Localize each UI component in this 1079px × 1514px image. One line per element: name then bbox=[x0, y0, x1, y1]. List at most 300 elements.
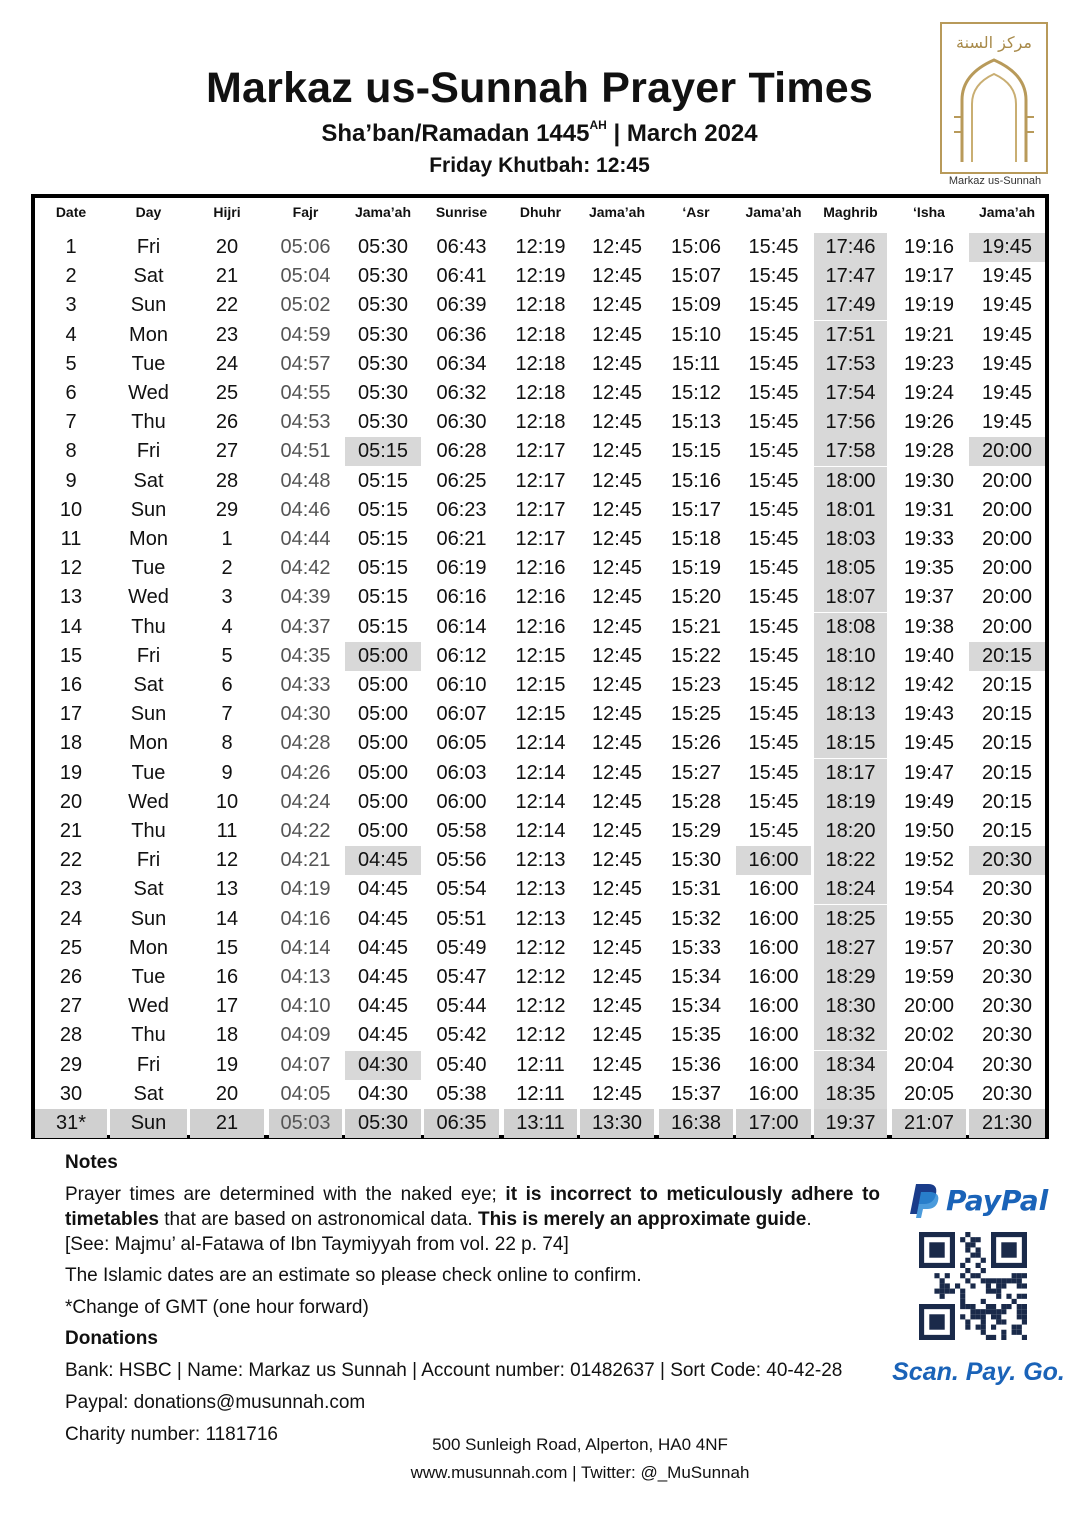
table-cell: 15 bbox=[59, 644, 83, 667]
column-header: Hijri bbox=[190, 198, 264, 227]
table-cell: 06:36 bbox=[436, 323, 487, 346]
notes-islamic-dates: The Islamic dates are an estimate so please check online to confirm. bbox=[65, 1265, 642, 1286]
table-cell: 18:25 bbox=[814, 905, 887, 934]
column-header: ‘Isha bbox=[892, 198, 966, 227]
table-cell: 18:34 bbox=[814, 1051, 887, 1080]
table-cell: 12:16 bbox=[515, 615, 566, 638]
table-cell: 15:45 bbox=[748, 615, 799, 638]
table-cell: 16:00 bbox=[748, 1024, 799, 1047]
table-cell: 20:02 bbox=[903, 1024, 955, 1047]
table-cell: 17:00 bbox=[736, 1109, 811, 1138]
table-cell: Fri bbox=[136, 849, 161, 872]
table-cell: Tue bbox=[131, 557, 166, 580]
table-cell: 20:00 bbox=[981, 528, 1033, 550]
column-header: Jama’ah bbox=[345, 198, 421, 227]
table-cell: 12:12 bbox=[515, 995, 566, 1018]
table-cell: 19:52 bbox=[903, 849, 955, 872]
table-cell: 12:45 bbox=[591, 352, 643, 375]
table-cell: 06:23 bbox=[436, 498, 487, 521]
table-cell: 24 bbox=[59, 907, 83, 930]
table-cell: 18:15 bbox=[814, 729, 887, 758]
table-cell: 12 bbox=[215, 849, 239, 872]
footer bbox=[330, 1431, 830, 1487]
paypal-brand: PayPal bbox=[946, 1184, 1049, 1217]
subtitle-month: Sha’ban/Ramadan 1445 bbox=[321, 120, 590, 147]
table-cell: 04:07 bbox=[280, 1053, 331, 1076]
table-cell: 19:49 bbox=[903, 790, 955, 813]
table-cell: 19:42 bbox=[903, 674, 955, 696]
table-cell: 9 bbox=[221, 761, 233, 784]
table-cell: 12:14 bbox=[515, 732, 566, 755]
table-cell: 19:31 bbox=[903, 498, 955, 521]
table-cell: 12:18 bbox=[515, 382, 566, 404]
table-cell: 15:10 bbox=[670, 323, 722, 346]
table-cell: 12:17 bbox=[515, 469, 566, 492]
column-header: Maghrib bbox=[814, 198, 887, 227]
table-cell: 12:17 bbox=[515, 528, 566, 550]
column-header: Date bbox=[35, 198, 107, 227]
table-cell: 04:53 bbox=[280, 411, 331, 434]
table-cell: 18:05 bbox=[814, 554, 887, 583]
subtitle-date: | March 2024 bbox=[606, 120, 758, 147]
table-cell: 05:06 bbox=[280, 236, 331, 258]
table-cell: 6 bbox=[221, 674, 233, 696]
table-cell: 05:30 bbox=[357, 323, 409, 346]
table-cell: 27 bbox=[59, 995, 83, 1018]
table-cell: 19:45 bbox=[969, 233, 1045, 262]
table-cell: 06:25 bbox=[436, 469, 487, 492]
notes-text: that are based on astronomical data. bbox=[158, 1209, 478, 1230]
table-cell: 05:58 bbox=[436, 820, 487, 842]
table-cell: Sun bbox=[130, 907, 167, 930]
table-cell: 12:18 bbox=[515, 352, 566, 375]
table-cell: 12:45 bbox=[591, 936, 643, 959]
table-cell: 06:19 bbox=[436, 557, 487, 580]
table-cell: 12:14 bbox=[515, 790, 566, 813]
table-cell: 04:30 bbox=[357, 1082, 409, 1105]
table-cell: 19:35 bbox=[903, 557, 955, 580]
table-cell: 15:34 bbox=[670, 995, 722, 1018]
table-cell: 16 bbox=[215, 966, 239, 988]
table-cell: 18:22 bbox=[814, 846, 887, 875]
table-cell: 05:51 bbox=[436, 907, 487, 930]
table-cell: 12:45 bbox=[591, 849, 643, 872]
table-cell: 12:17 bbox=[515, 498, 566, 521]
table-cell: Sat bbox=[133, 469, 164, 492]
table-cell: 05:15 bbox=[357, 586, 409, 609]
table-cell: 19:23 bbox=[903, 352, 955, 375]
table-cell: 05:30 bbox=[357, 294, 409, 317]
table-cell: 05:02 bbox=[280, 294, 331, 317]
table-cell: 15:28 bbox=[670, 790, 722, 813]
table-cell: 05:00 bbox=[357, 703, 409, 726]
table-column bbox=[345, 231, 421, 1135]
table-cell: 05:15 bbox=[357, 557, 409, 580]
table-cell: 15:45 bbox=[748, 674, 799, 696]
table-cell: 21 bbox=[59, 820, 83, 842]
table-cell: Wed bbox=[128, 586, 169, 609]
table-cell: 13 bbox=[59, 586, 83, 609]
table-cell: 12:15 bbox=[515, 703, 566, 726]
notes-gmt-change: *Change of GMT (one hour forward) bbox=[65, 1297, 369, 1318]
table-cell: 04:33 bbox=[280, 674, 331, 696]
table-cell: 15:33 bbox=[670, 936, 722, 959]
table-cell: 20:30 bbox=[981, 878, 1033, 901]
table-column bbox=[35, 231, 107, 1135]
table-cell: 19:45 bbox=[981, 294, 1033, 317]
table-cell: 28 bbox=[59, 1024, 83, 1047]
table-cell: Mon bbox=[129, 936, 168, 959]
table-cell: 06:35 bbox=[424, 1109, 499, 1138]
table-cell: 22 bbox=[59, 849, 83, 872]
table-cell: 15 bbox=[215, 936, 239, 959]
table-cell: 12:14 bbox=[515, 820, 566, 842]
table-cell: 12:13 bbox=[515, 907, 566, 930]
table-cell: Mon bbox=[129, 732, 168, 755]
table-cell: 06:00 bbox=[436, 790, 487, 813]
table-cell: Fri bbox=[136, 440, 161, 463]
table-cell: 20:04 bbox=[903, 1053, 955, 1076]
table-cell: 05:15 bbox=[357, 615, 409, 638]
table-cell: 19:45 bbox=[981, 323, 1033, 346]
table-cell: 04:45 bbox=[345, 846, 421, 875]
table-cell: 7 bbox=[221, 703, 233, 726]
table-cell: 12:12 bbox=[515, 966, 566, 988]
table-cell: 17:54 bbox=[814, 379, 887, 408]
table-cell: 25 bbox=[215, 382, 239, 404]
table-cell: 16:00 bbox=[748, 1082, 799, 1105]
table-cell: 06:21 bbox=[436, 528, 487, 550]
table-cell: Wed bbox=[128, 382, 169, 404]
table-cell: 04:16 bbox=[280, 907, 331, 930]
logo-arabic-text: مركز السنة bbox=[956, 33, 1032, 52]
table-cell: 27 bbox=[215, 440, 239, 463]
table-cell: 19:21 bbox=[903, 323, 955, 346]
table-cell: Mon bbox=[129, 323, 168, 346]
table-cell: 2 bbox=[65, 265, 77, 288]
table-cell: 12:13 bbox=[515, 878, 566, 901]
table-column bbox=[580, 231, 654, 1135]
table-cell: 12:45 bbox=[591, 557, 643, 580]
table-cell: 04:39 bbox=[280, 586, 331, 609]
table-cell: 20 bbox=[59, 790, 83, 813]
column-header: Day bbox=[110, 198, 187, 227]
table-cell: 20 bbox=[215, 236, 239, 258]
table-cell: 04:55 bbox=[280, 382, 331, 404]
table-cell: 13 bbox=[215, 878, 239, 901]
table-cell: 15:15 bbox=[670, 440, 722, 463]
footer-web: www.musunnah.com | Twitter: @_MuSunnah bbox=[410, 1463, 750, 1482]
table-cell: 12:45 bbox=[591, 790, 643, 813]
table-cell: 20:15 bbox=[981, 732, 1033, 755]
table-cell: 19:45 bbox=[981, 411, 1033, 434]
table-cell: 15:45 bbox=[748, 498, 799, 521]
table-cell: 23 bbox=[215, 323, 239, 346]
table-cell: 28 bbox=[215, 469, 239, 492]
table-cell: 15:45 bbox=[748, 732, 799, 755]
table-cell: 04:22 bbox=[280, 820, 331, 842]
table-cell: 12:45 bbox=[591, 1082, 643, 1105]
table-cell: 15:45 bbox=[748, 703, 799, 726]
table-cell: 19:37 bbox=[814, 1109, 887, 1138]
table-cell: 17:53 bbox=[814, 350, 887, 379]
table-cell: 12:45 bbox=[591, 265, 643, 288]
table-cell: 11 bbox=[216, 820, 238, 842]
table-cell: 18:27 bbox=[814, 934, 887, 963]
table-cell: 12:45 bbox=[591, 995, 643, 1018]
table-cell: 12:45 bbox=[591, 703, 643, 726]
table-cell: 15:32 bbox=[670, 907, 722, 930]
table-cell: 04:45 bbox=[357, 1024, 409, 1047]
table-cell: 05:49 bbox=[436, 936, 487, 959]
table-cell: 12:13 bbox=[515, 849, 566, 872]
table-cell: 18:19 bbox=[814, 788, 887, 817]
table-cell: 25 bbox=[59, 936, 83, 959]
table-cell: 12:45 bbox=[591, 674, 643, 696]
table-cell: 15:45 bbox=[748, 323, 799, 346]
table-cell: 19:19 bbox=[903, 294, 955, 317]
table-cell: 31* bbox=[35, 1109, 107, 1138]
table-cell: 19:45 bbox=[981, 265, 1033, 288]
table-cell: 12 bbox=[59, 557, 83, 580]
table-cell: 15:45 bbox=[748, 352, 799, 375]
table-cell: 17:49 bbox=[814, 291, 887, 320]
table-cell: 04:24 bbox=[280, 790, 331, 813]
column-header: ‘Asr bbox=[659, 198, 733, 227]
table-cell: 12:16 bbox=[515, 557, 566, 580]
table-cell: 12:15 bbox=[515, 644, 566, 667]
subtitle-ah: AH bbox=[589, 118, 607, 132]
table-cell: 04:45 bbox=[357, 936, 409, 959]
table-cell: 12:45 bbox=[591, 820, 643, 842]
table-cell: 15:23 bbox=[670, 674, 722, 696]
table-cell: 17:47 bbox=[814, 262, 887, 291]
table-cell: 15:11 bbox=[671, 352, 721, 375]
table-cell: 14 bbox=[59, 615, 83, 638]
table-cell: 15:17 bbox=[670, 498, 722, 521]
table-cell: 17:51 bbox=[814, 321, 887, 350]
table-cell: 16:00 bbox=[748, 907, 799, 930]
table-cell: 26 bbox=[215, 411, 239, 434]
table-cell: 04:45 bbox=[357, 907, 409, 930]
table-cell: 12:45 bbox=[591, 615, 643, 638]
table-cell: 10 bbox=[59, 498, 83, 521]
table-cell: 12:19 bbox=[515, 265, 566, 288]
table-cell: 05:56 bbox=[436, 849, 487, 872]
table-cell: Sun bbox=[130, 703, 167, 726]
table-cell: 3 bbox=[221, 586, 233, 609]
table-cell: Wed bbox=[128, 995, 169, 1018]
table-column bbox=[892, 231, 966, 1135]
table-cell: 04:28 bbox=[280, 732, 331, 755]
table-column bbox=[504, 231, 577, 1135]
table-cell: 18 bbox=[59, 732, 83, 755]
table-cell: 19:16 bbox=[903, 236, 955, 258]
table-cell: 18:35 bbox=[814, 1080, 887, 1109]
table-cell: 15:45 bbox=[748, 469, 799, 492]
table-cell: 16 bbox=[59, 674, 83, 696]
table-cell: 05:38 bbox=[436, 1082, 487, 1105]
table-cell: 06:14 bbox=[436, 615, 487, 638]
table-cell: 04:51 bbox=[280, 440, 331, 463]
charity-number: Charity number: 1181716 bbox=[65, 1424, 278, 1445]
notes-paragraph bbox=[65, 1182, 880, 1232]
table-cell: 4 bbox=[221, 615, 233, 638]
table-cell: 15:45 bbox=[748, 265, 799, 288]
table-cell: 19 bbox=[215, 1053, 239, 1076]
table-cell: 4 bbox=[65, 323, 77, 346]
table-cell: 19:33 bbox=[903, 528, 955, 550]
notes-text: Prayer times are determined with the naked eye; bbox=[65, 1184, 506, 1205]
table-cell: 19:30 bbox=[903, 469, 955, 492]
table-cell: 23 bbox=[59, 878, 83, 901]
table-cell: 04:21 bbox=[280, 849, 331, 872]
table-cell: 12:14 bbox=[515, 761, 566, 784]
table-cell: 12:45 bbox=[591, 382, 643, 404]
table-cell: 12:45 bbox=[591, 294, 643, 317]
table-cell: 19:40 bbox=[903, 644, 955, 667]
table-cell: 29 bbox=[59, 1053, 83, 1076]
table-cell: 12:45 bbox=[591, 323, 643, 346]
table-cell: 13:11 bbox=[504, 1109, 577, 1138]
table-cell: 12:45 bbox=[591, 878, 643, 901]
table-cell: Sat bbox=[133, 674, 164, 696]
table-cell: 12:16 bbox=[515, 586, 566, 609]
table-cell: 8 bbox=[65, 440, 77, 463]
table-cell: 19:45 bbox=[981, 352, 1033, 375]
table-cell: 16:00 bbox=[748, 995, 799, 1018]
table-cell: 04:30 bbox=[345, 1051, 421, 1080]
table-cell: Mon bbox=[129, 528, 168, 550]
table-cell: 17 bbox=[215, 995, 239, 1018]
table-column bbox=[110, 231, 187, 1135]
table-cell: 15:37 bbox=[670, 1082, 722, 1105]
mosque-logo bbox=[940, 22, 1048, 188]
table-cell: 19:54 bbox=[903, 878, 955, 901]
table-cell: 15:45 bbox=[748, 761, 799, 784]
table-cell: 8 bbox=[221, 732, 233, 755]
table-cell: 18:01 bbox=[814, 496, 887, 525]
column-header: Dhuhr bbox=[504, 198, 577, 227]
table-cell: 18:20 bbox=[814, 817, 887, 846]
table-cell: 20:00 bbox=[981, 469, 1033, 492]
table-cell: 15:31 bbox=[670, 878, 722, 901]
table-cell: 20:15 bbox=[981, 703, 1033, 726]
table-cell: 15:26 bbox=[670, 732, 722, 755]
table-cell: 5 bbox=[65, 352, 77, 375]
bank-details: Bank: HSBC | Name: Markaz us Sunnah | Account number: 01482637 | Sort Code: 40-42-28 bbox=[65, 1360, 843, 1381]
table-cell: 15:45 bbox=[748, 644, 799, 667]
table-cell: 14 bbox=[215, 907, 239, 930]
table-cell: 06:10 bbox=[436, 674, 487, 696]
table-cell: 20:15 bbox=[981, 761, 1033, 784]
table-cell: 04:45 bbox=[357, 995, 409, 1018]
table-cell: 26 bbox=[59, 966, 83, 988]
table-cell: 04:19 bbox=[280, 878, 331, 901]
table-cell: 15:13 bbox=[670, 411, 722, 434]
table-cell: 05:42 bbox=[436, 1024, 487, 1047]
table-cell: 15:34 bbox=[670, 966, 722, 988]
table-cell: 15:45 bbox=[748, 294, 799, 317]
table-cell: 18:10 bbox=[814, 642, 887, 671]
table-cell: 12:45 bbox=[591, 236, 643, 258]
table-cell: 15:27 bbox=[670, 761, 722, 784]
table-cell: 10 bbox=[215, 790, 239, 813]
table-cell: 6 bbox=[65, 382, 77, 404]
table-cell: 20:30 bbox=[981, 936, 1033, 959]
column-header: Jama’ah bbox=[969, 198, 1045, 227]
table-cell: 06:12 bbox=[436, 644, 487, 667]
table-cell: Sun bbox=[130, 498, 167, 521]
prayer-times-table bbox=[31, 194, 1049, 1139]
table-cell: 04:26 bbox=[280, 761, 331, 784]
table-cell: 04:46 bbox=[280, 498, 331, 521]
table-cell: 20:30 bbox=[981, 1082, 1033, 1105]
table-cell: 04:42 bbox=[280, 557, 331, 580]
paypal-logo bbox=[904, 1180, 1054, 1220]
table-cell: 19:43 bbox=[903, 703, 955, 726]
table-cell: 12:45 bbox=[591, 469, 643, 492]
table-cell: 12:45 bbox=[591, 907, 643, 930]
notes-bold: it is incorrect to meticulously adhere to timetables bbox=[65, 1184, 880, 1230]
table-cell: 15:30 bbox=[670, 849, 722, 872]
table-cell: 15:21 bbox=[670, 615, 722, 638]
table-cell: 18:12 bbox=[814, 671, 887, 700]
scan-pay-go: Scan. Pay. Go. bbox=[892, 1358, 1065, 1386]
table-cell: 29 bbox=[215, 498, 239, 521]
table-cell: 05:00 bbox=[357, 674, 409, 696]
table-cell: 05:54 bbox=[436, 878, 487, 901]
table-cell: 15:35 bbox=[670, 1024, 722, 1047]
table-cell: 20:00 bbox=[981, 557, 1033, 580]
table-cell: 20:15 bbox=[981, 790, 1033, 813]
table-cell: 19:17 bbox=[903, 265, 955, 288]
table-cell: Tue bbox=[131, 761, 166, 784]
table-cell: 05:44 bbox=[436, 995, 487, 1018]
table-cell: 21 bbox=[215, 265, 239, 288]
notes-bold: This is merely an approximate guide bbox=[477, 1209, 807, 1230]
table-cell: 12:19 bbox=[515, 236, 566, 258]
table-cell: 15:20 bbox=[670, 586, 722, 609]
table-cell: 12:15 bbox=[515, 674, 566, 696]
table-cell: 5 bbox=[221, 644, 233, 667]
table-cell: 12:45 bbox=[591, 440, 643, 463]
table-column bbox=[659, 231, 733, 1135]
table-cell: 05:03 bbox=[269, 1109, 342, 1138]
table-cell: 20:15 bbox=[981, 820, 1033, 842]
table-cell: 16:38 bbox=[659, 1109, 733, 1138]
table-cell: 05:00 bbox=[357, 761, 409, 784]
table-cell: 05:30 bbox=[357, 352, 409, 375]
table-cell: 20:00 bbox=[981, 498, 1033, 521]
table-cell: 22 bbox=[215, 294, 239, 317]
table-cell: 18:03 bbox=[814, 525, 887, 554]
column-header: Jama’ah bbox=[736, 198, 811, 227]
table-cell: 06:43 bbox=[436, 236, 487, 258]
table-cell: 05:00 bbox=[357, 790, 409, 813]
table-cell: 20:00 bbox=[981, 586, 1033, 609]
table-cell: 18:24 bbox=[814, 875, 887, 904]
table-cell: 16:00 bbox=[748, 878, 799, 901]
table-cell: 15:45 bbox=[748, 411, 799, 434]
table-cell: Thu bbox=[131, 1024, 166, 1047]
table-cell: 05:30 bbox=[357, 411, 409, 434]
table-cell: 18:30 bbox=[814, 992, 887, 1021]
table-cell: 05:00 bbox=[357, 820, 409, 842]
table-cell: 15:12 bbox=[670, 382, 722, 404]
table-cell: 05:04 bbox=[280, 265, 331, 288]
table-cell: 15:09 bbox=[670, 294, 722, 317]
